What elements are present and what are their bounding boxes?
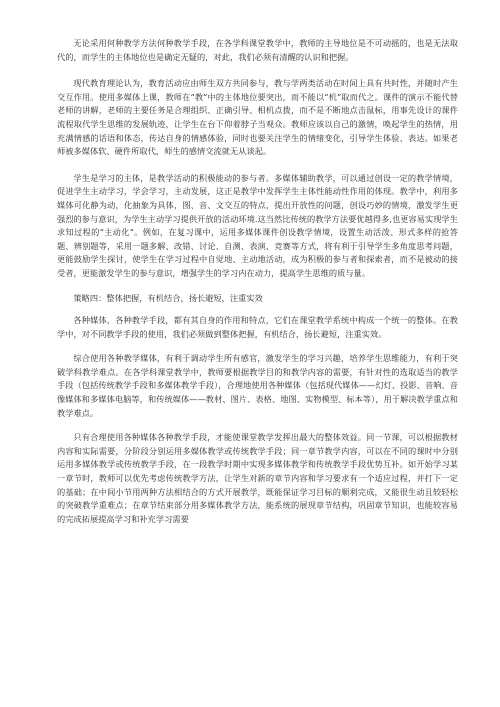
paragraph-modern-education-theory: 现代教育理论认为，教育活动应由师生双方共同参与，教与学两类活动在时间上具有共时性，并随时产生交互作用。使用多媒体上课，教师在“教”中的主体地位要突出，而不能以“机”取而代之。课件的演示不能代替老师的讲解，老师的主要任务是合理组织、正确引导、相机点拨，而不是不断地点击鼠标，用事先设计的课件流程取代学生思维的发展轨迹，让学生在台下仰着脖子当观众。教师应该以自己的激情，唤起学生的热情，用充满情感的话语和体态，传达自身的情感体验，同时也要关注学生的情绪变化，引导学生体验、表达。如果老师被多媒体软、硬件所取代，师生的感情交流就无从谈起。	[57, 78, 458, 157]
paragraph-reasonable-use: 只有合理使用各种媒体各种教学手段，才能使课堂教学发挥出最大的整体效益。同一节课，可以根据教材内容和实际需要，分阶段分别运用多媒体教学或传统教学手段；同一章节教学内容，可以在不同的课时中分别运用多媒体教学或传统教学手段，在一段教学时期中实现多媒体教学和传统教学手段优势互补。如开始学习某一章节时，教师可以优先考虑传统教学方法，让学生对新的章节内容和学习要求有一个适应过程，并打下一定的基础；在中间小节用两种方法相结合的方式开展教学，既能保证学习目标的顺利完成，又能很生动且较轻松的突破教学重难点；在章节结束部分用多媒体教学方法，能系统的展现章节结构，巩固章节知识，也能较容易的完成拓展提高学习和补充学习需要	[57, 432, 458, 524]
paragraph-teacher-role: 无论采用何种教学方法何种教学手段，在各学科课堂教学中，教师的主导地位是不可动摇的，也是无法取代的，而学生的主体地位也是确定无疑的，对此，我们必须有清醒的认识和把握。	[57, 38, 458, 62]
paragraph-media-whole: 各种媒体，各种教学手段，都有其自身的作用和特点，它们在课堂教学系统中构成一个统一的整体。在教学中，对不同教学手段的使用，我们必须做到整体把握，有机结合，扬长避短，注重实效。	[57, 315, 458, 339]
strategy-heading: 策略四：整体把握，有机结合，扬长避短，注重实效	[73, 292, 263, 303]
paragraph-comprehensive-use: 综合使用各种教学媒体，有利于调动学生所有感官，激发学生的学习兴趣，培养学生思维能力，有利于突破学科教学难点。在各学科课堂教学中，教师要根据教学目的和教学内容的需要，有针对性的选取适当的教学手段（包括传统教学手段和多媒体教学手段），合理地使用各种媒体（包括现代媒体——幻灯、投影、音响、音像媒体和多媒体电脑等，和传统媒体——教材、图片、表格、地图、实物模型、标本等），用于解决教学重点和教学难点。	[57, 353, 458, 418]
paragraph-student-subject: 学生是学习的主体，是教学活动的积极能动的参与者。多媒体辅助教学，可以通过创设一定的教学情境，促进学生主动学习，学会学习，主动发展，这正是教学中发挥学生主体性能动性作用的体现。教学中，利用多媒体可化静为动，化抽象为具体，图、音、文交互的特点，提出开放性的问题，创设巧妙的情境，激发学生更强烈的参与意识，为学生主动学习提供开放的活动环境.这当然比传统的教学方法要优越得多,也更容易实现学生求知过程的“主动化”。例如，在复习课中，运用多媒体课件创设教学情境，设置生动活泼、形式多样的抢答题、辨别题等，采用一题多解、改错、讨论、自测、表演、竞赛等方式，将有利于引导学生多角度思考问题，更能鼓励学生探讨，使学生在学习过程中自觉地、主动地活动，成为积极的参与者和探索者，而不是被动的接受者，更能激发学生的参与意识，增强学生的学习内在动力，提高学生思维的质与量。	[57, 172, 458, 278]
